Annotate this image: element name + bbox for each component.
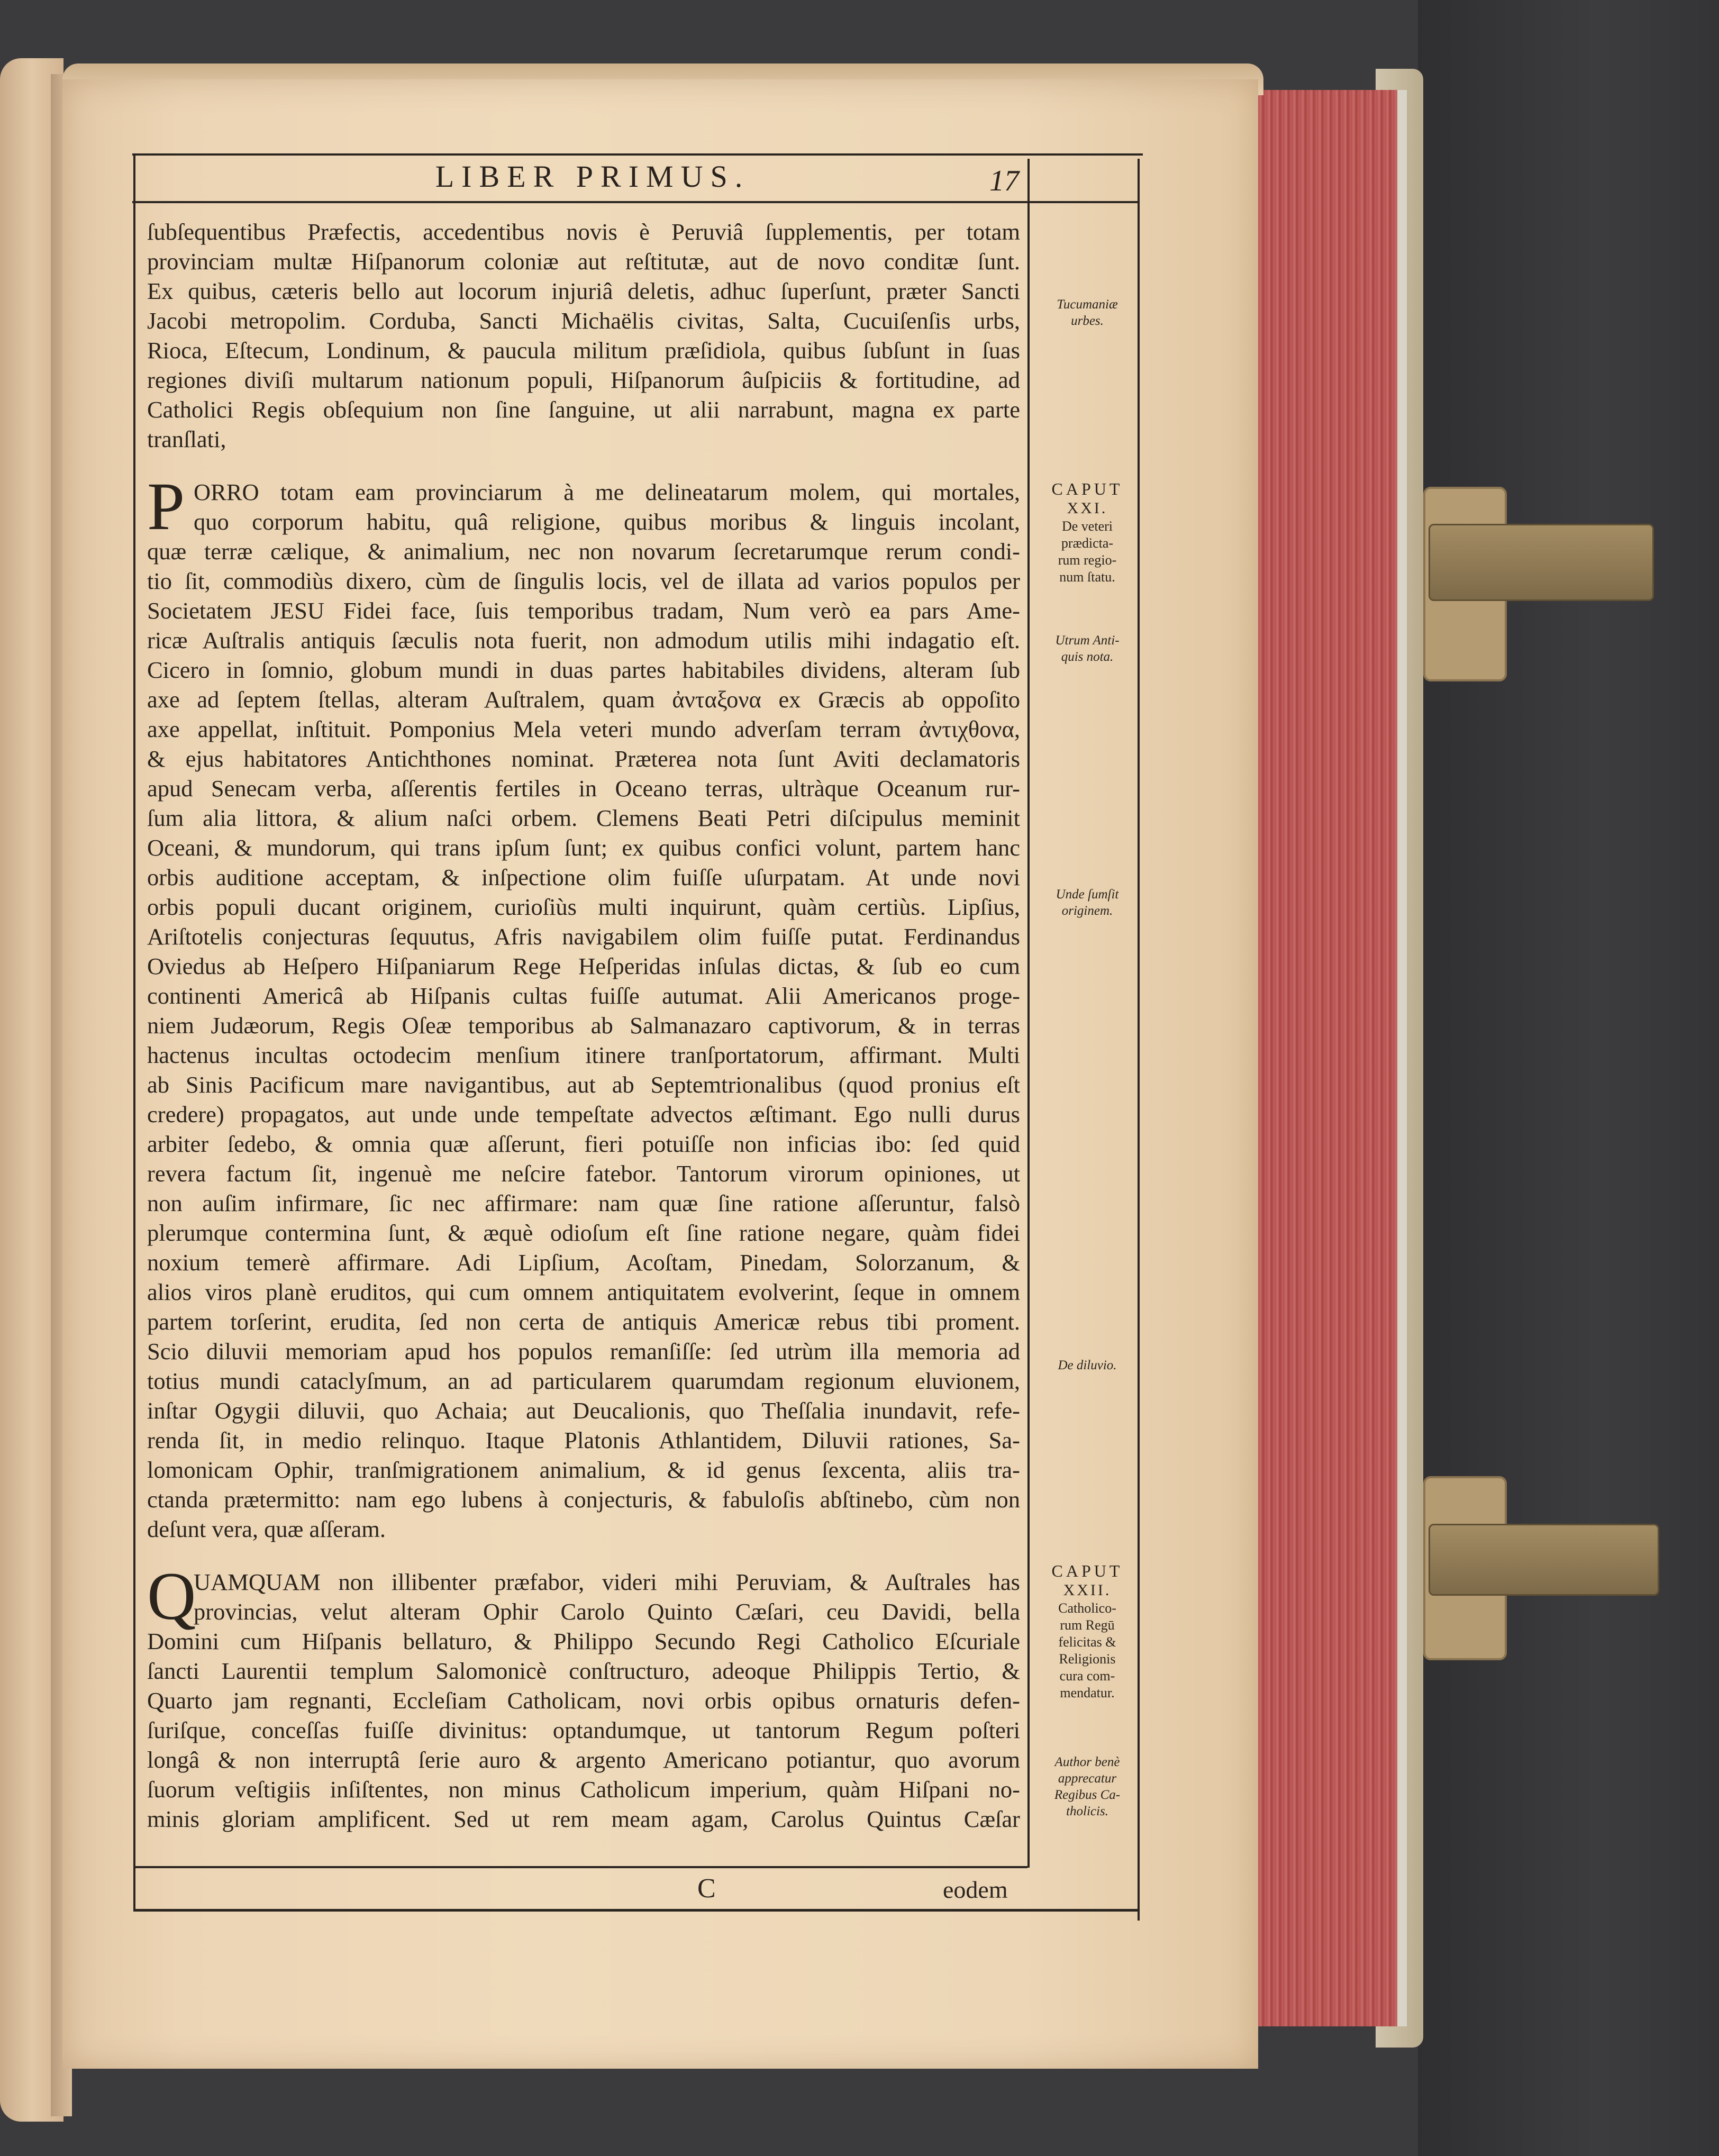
text-line: ſum alia littora, & alium naſci orbem. Clemens Beati Petri diſcipulus meminit: [147, 805, 1020, 831]
red-fore-edge: [1246, 90, 1407, 2026]
paragraph-1: [147, 217, 1020, 454]
text-line: noxium temerè affirmare. Adi Lipſium, Acoſtam, Pinedam, Solorzanum, &: [147, 1249, 1020, 1276]
text-line: partem torſerint, erudita, ſed non certa de antiquis Americæ rebus tibi proment.: [147, 1308, 1020, 1335]
text-line: Societatem JESU Fidei face, ſuis temporibus tradam, Num verò ea pars Ame-: [147, 597, 1020, 624]
margin-note-author: Author benè apprecatur Regibus Ca- tholicis.: [1054, 1755, 1121, 1818]
text-line: Domini cum Hiſpanis bellaturo, & Philippo Secundo Regi Catholico Eſcuriale: [147, 1628, 1020, 1654]
text-line: Ex quibus, cæteris bello aut locorum injuriâ deletis, adhuc ſuperſunt, præter Sancti: [147, 278, 1020, 304]
drop-cap: P: [147, 469, 185, 544]
frame-bottom-rule: [133, 1909, 1139, 1912]
frame-head-rule: [132, 201, 1138, 203]
catchword: eodem: [943, 1876, 1008, 1903]
text-line: ORRO totam eam provinciarum à me delineatarum molem, qui mortales,: [194, 479, 1020, 505]
text-line: provincias, velut alteram Ophir Carolo Quinto Cæſari, ceu Davidi, bella: [194, 1598, 1020, 1625]
body-text: [147, 217, 1020, 1834]
margin-note-utrum: Utrum Anti- quis nota.: [1055, 633, 1120, 664]
text-line: niem Judæorum, Regis Oſeæ temporibus ab Salmanazaro captivorum, & in terras: [147, 1012, 1020, 1039]
text-line: ctanda prætermitto: nam ego lubens à conjecturis, & fabuloſis abſtinebo, cùm non: [147, 1486, 1020, 1513]
text-line: axe appellat, inſtituit. Pomponius Mela veteri mundo adverſam terram ἀντιχθονα,: [147, 716, 1020, 742]
text-line: ſuriſque, conceſſas fuiſſe divinitus: optandumque, ut tantorum Regum poſteri: [147, 1717, 1020, 1743]
paragraph-3: [147, 1559, 1020, 1834]
text-line: apud Senecam verba, aſſerentis fertiles in Oceano terras, ultràque Oceanum rur-: [147, 775, 1020, 802]
text-line: arbiter ſedebo, & omnia quæ aſſerunt, fieri potuiſſe non inficias ibo: ſed quid: [147, 1131, 1020, 1157]
text-line: credere) propagatos, aut unde unde tempeſtate advectos æſtimant. Ego nulli durus: [147, 1101, 1020, 1127]
margin-note-caput-21: CAPUT XXI. De veteri prædicta- rum regio- num ſtatu.: [1051, 479, 1123, 585]
margin-note-unde: Unde ſumſit originem.: [1056, 887, 1119, 918]
signature-mark: C: [697, 1873, 716, 1904]
text-line: non auſim infirmare, ſic nec affirmare: nam quæ ſine ratione aſſeruntur, falsò: [147, 1190, 1020, 1216]
text-line: renda ſit, in medio relinquo. Itaque Platonis Athlantidem, Diluvii rationes, Sa-: [147, 1427, 1020, 1453]
text-line: regiones diviſi multarum nationum populi, Hiſpanorum âuſpiciis & fortitudine, ad: [147, 367, 1020, 393]
text-line: ſancti Laurentii templum Salomonicè conſtructuro, adeoque Philippis Tertio, &: [147, 1658, 1020, 1684]
text-line: totius mundi cataclyſmum, an ad particularem quarumdam regionum eluvionem,: [147, 1368, 1020, 1394]
text-line: tranſlati,: [147, 426, 226, 452]
text-line: orbis populi ducant originem, curioſiùs multi inquirunt, quàm certiùs. Lipſius,: [147, 894, 1020, 920]
text-line: axe ad ſeptem ſtellas, alteram Auſtralem, quam ἀνταξονα ex Græcis ab oppoſito: [147, 686, 1020, 713]
text-line: revera factum ſit, ingenuè me neſcire fatebor. Tantorum virorum opiniones, ut: [147, 1160, 1020, 1187]
text-line: inſtar Ogygii diluvii, quo Achaia; aut Deucalionis, quo Theſſalia inundavit, refe-: [147, 1397, 1020, 1424]
background: [1418, 0, 1719, 2156]
margin-note-caput-22: CAPUT XXII. Catholico- rum Regū felicitas & Religionis cura com- mendatur.: [1051, 1561, 1123, 1700]
paragraph-2: [147, 469, 1020, 1544]
text-line: Cicero in ſomnio, globum mundi in duas partes habitabiles dividens, alteram ſub: [147, 657, 1020, 683]
drop-cap: Q: [147, 1559, 196, 1634]
text-line: & ejus habitatores Antichthones nominat. Præterea nota ſunt Aviti declamatoris: [147, 745, 1020, 772]
frame-right-rule: [1138, 159, 1140, 1921]
lower-clasp-metal: [1429, 1524, 1659, 1596]
text-line: Catholici Regis obſequium non ſine ſanguine, ut alii narrabunt, magna ex parte: [147, 396, 1020, 423]
frame-text-bottom-rule: [133, 1866, 1027, 1868]
text-line: Oceani, & mundorum, qui trans ipſum ſunt; ex quibus confici volunt, partem hanc: [147, 834, 1020, 861]
text-line: Oviedus ab Heſpero Hiſpaniarum Rege Heſperidas inſulas dictas, & ſub eo cum: [147, 953, 1020, 979]
text-line: orbis auditione acceptam, & inſpectione olim fuiſſe uſurpatam. At unde novi: [147, 864, 1020, 890]
text-line: plerumque contermina ſunt, & æquè odioſum eſt ſine ratione negare, quàm fidei: [147, 1220, 1020, 1246]
text-line: alios viros planè eruditos, qui cum omnem antiquitatem evolverint, ſeque in omnem: [147, 1279, 1020, 1305]
text-line: ricæ Auſtralis antiquis ſæculis nota fuerit, non admodum utilis mihi indagatio eſt.: [147, 627, 1020, 653]
text-line: ſubſequentibus Præfectis, accedentibus novis è Peruviâ ſupplementis, per totam: [147, 219, 1020, 245]
text-line: Scio diluvii memoriam apud hos populos remanſiſſe: ſed utrùm illa memoria ad: [147, 1338, 1020, 1364]
text-line: deſunt vera, quæ aſſeram.: [147, 1516, 386, 1542]
text-line: tio ſit, commodiùs dixero, cùm de ſingulis locis, vel de illata ad varios populos per: [147, 568, 1020, 594]
margin-note-tucumania: Tucumaniæ urbes.: [1057, 297, 1118, 328]
text-line: provinciam multæ Hiſpanorum coloniæ aut reſtitutæ, aut de novo conditæ ſunt.: [147, 248, 1020, 275]
text-line: Jacobi metropolim. Corduba, Sancti Michaëlis civitas, Salta, Cucuiſenſis urbs,: [147, 307, 1020, 334]
frame-top-rule: [132, 153, 1143, 156]
text-line: longâ & non interruptâ ſerie auro & argento Americano potiantur, quo avorum: [147, 1746, 1020, 1773]
text-line: UAMQUAM non illibenter præfabor, videri mihi Peruviam, & Auſtrales has: [194, 1569, 1020, 1595]
text-line: ab Sinis Pacificum mare navigantibus, aut ab Septemtrionalibus (quod pronius eſt: [147, 1071, 1020, 1098]
text-line: quæ terræ cælique, & animalium, nec non novarum ſecretarumque rerum condi-: [147, 538, 1020, 565]
margin-note-diluvio: De diluvio.: [1058, 1358, 1117, 1372]
frame-column-rule: [1027, 159, 1030, 1868]
text-line: Rioca, Eſtecum, Londinum, & paucula militum præſidiola, quibus ſubſunt in ſuas: [147, 337, 1020, 363]
text-line: Ariſtotelis conjecturas ſequutus, Afris navigabilem olim fuiſſe putat. Ferdinandus: [147, 923, 1020, 950]
upper-clasp-metal: [1429, 524, 1654, 601]
text-line: Quarto jam regnanti, Eccleſiam Catholicam, novi orbis opibus ornaturis defen-: [147, 1687, 1020, 1714]
text-line: lomonicam Ophir, tranſmigrationem animalium, & id genus ſexcenta, aliis tra-: [147, 1457, 1020, 1483]
page-number: 17: [989, 165, 1019, 197]
text-line: minis gloriam amplificent. Sed ut rem meam agam, Carolus Quintus Cæſar: [147, 1806, 1020, 1832]
text-line: ſuorum veſtigiis inſiſtentes, non minus Catholicum imperium, quàm Hiſpani no-: [147, 1776, 1020, 1803]
text-line: quo corporum habitu, quâ religione, quibus moribus & linguis incolant,: [194, 508, 1020, 535]
frame-left-rule: [133, 153, 135, 1910]
text-line: continenti Americâ ab Hiſpanis cultas fuiſſe autumat. Alii Americanos proge-: [147, 983, 1020, 1009]
text-line: hactenus incultas octodecim menſium itinere tranſportatorum, affirmant. Multi: [147, 1042, 1020, 1068]
running-head: LIBER PRIMUS.: [435, 159, 750, 194]
